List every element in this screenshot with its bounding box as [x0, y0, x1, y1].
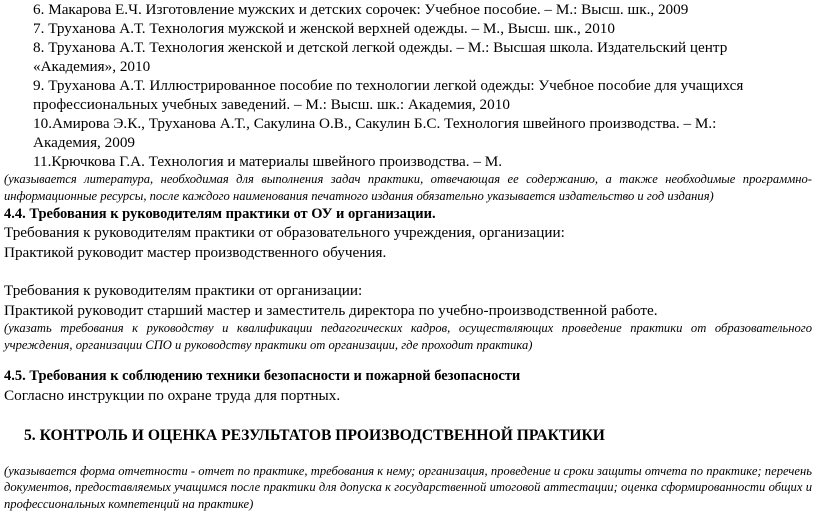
spacer — [4, 353, 812, 367]
ou-leader-text: Практикой руководит мастер производственного обучения. — [4, 243, 812, 263]
reference-item-continuation: Академия, 2009 — [4, 133, 812, 152]
reference-item-continuation: профессиональных учебных заведений. – М.: Высш. шк.: Академия, 2010 — [4, 95, 812, 114]
reference-item-continuation: «Академия», 2010 — [4, 57, 812, 76]
section-4-4-heading: 4.4. Требования к руководителям практики от ОУ и организации. — [4, 205, 812, 223]
safety-text: Согласно инструкции по охране труда для портных. — [4, 386, 812, 406]
section-5-note: (указывается форма отчетности - отчет по практике, требования к нему; организация, проведение и сроки защиты отчета по практике; перечень документов, предоставляемых учащимся после практики для допуска к государственной итоговой аттестации; оценка сформированности общих и профессиональных компетенций на практике) — [4, 463, 812, 512]
reference-item: 10.Амирова Э.К., Труханова А.Т., Сакулина О.В., Сакулин Б.С. Технология швейного производства. – М.: — [4, 114, 812, 133]
literature-note: (указывается литература, необходимая для выполнения задач практики, отвечающая ее содержанию, а также необходимые программно-информационные ресурсы, после каждого наименования печатного издания обязательно указывается издательство и год издания) — [4, 171, 812, 204]
reference-item: 6. Макарова Е.Ч. Изготовление мужских и детских сорочек: Учебное пособие. – М.: Высш. шк., 2009 — [4, 0, 812, 19]
org-requirements-text: Требования к руководителям практики от организации: — [4, 281, 812, 301]
reference-item: 11.Крючкова Г.А. Технология и материалы швейного производства. – М. — [4, 152, 812, 171]
reference-item: 7. Труханова А.Т. Технология мужской и женской верхней одежды. – М., Высш. шк., 2010 — [4, 19, 812, 38]
reference-item: 9. Труханова А.Т. Иллюстрированное пособие по технологии легкой одежды: Учебное пособие для учащихся — [4, 76, 812, 95]
section-4-4-note: (указать требования к руководству и квалификации педагогических кадров, осуществляющих проведение практики от образовательного учреждения, организации СПО и руководству практики от организации, где проходит практика) — [4, 320, 812, 353]
spacer — [4, 446, 812, 463]
reference-list — [4, 0, 812, 171]
section-4-5-heading: 4.5. Требования к соблюдению техники безопасности и пожарной безопасности — [4, 367, 812, 386]
section-5-heading: 5. КОНТРОЛЬ И ОЦЕНКА РЕЗУЛЬТАТОВ ПРОИЗВОДСТВЕННОЙ ПРАКТИКИ — [4, 426, 812, 446]
ou-requirements-text: Требования к руководителям практики от образовательного учреждения, организации: — [4, 223, 812, 243]
org-leader-text: Практикой руководит старший мастер и заместитель директора по учебно-производственной работе. — [4, 301, 812, 321]
spacer — [4, 262, 812, 281]
reference-item: 8. Труханова А.Т. Технология женской и детской легкой одежды. – М.: Высшая школа. Издательский центр — [4, 38, 812, 57]
